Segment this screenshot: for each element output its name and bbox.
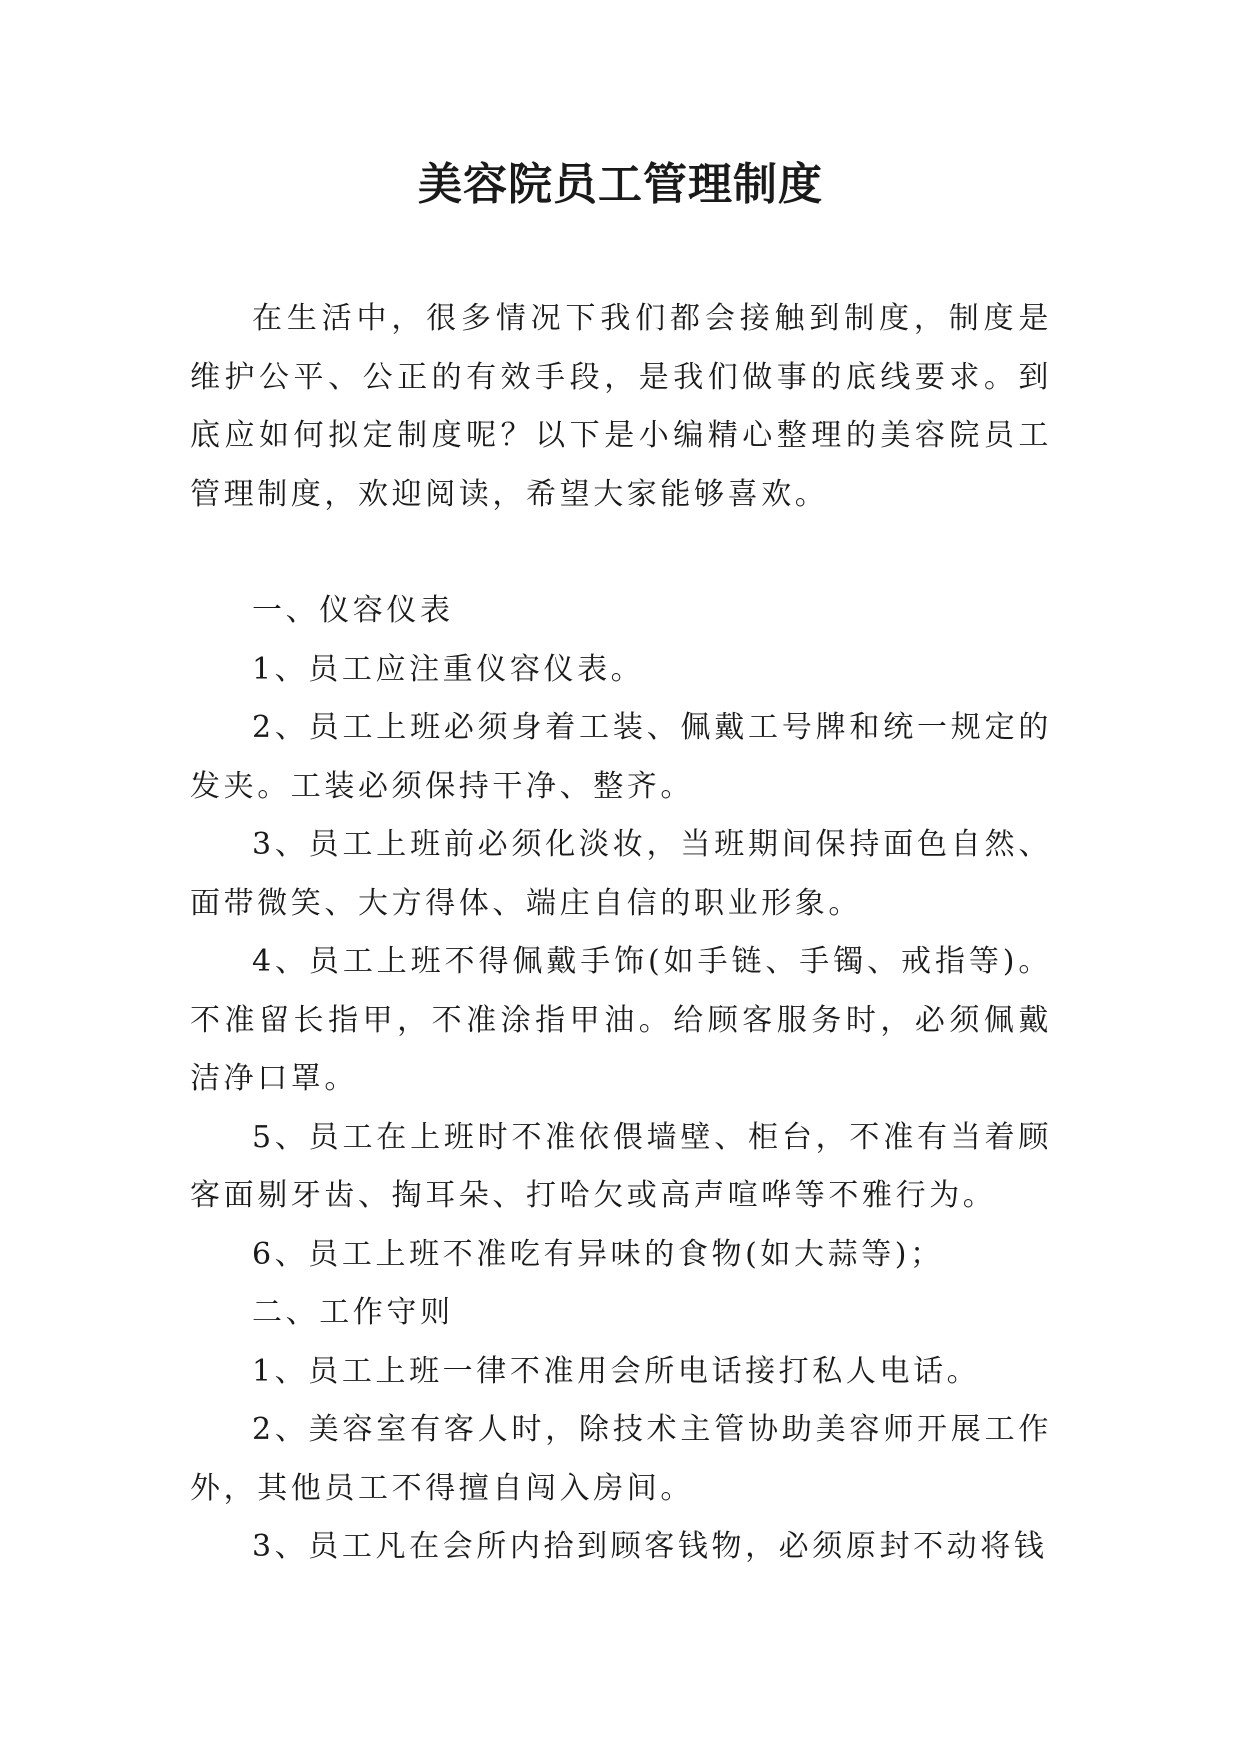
rule-paragraph: 1、员工上班一律不准用会所电话接打私人电话。: [252, 1353, 981, 1389]
rule-paragraph: 5、员工在上班时不准依偎墙壁、柜台，不准有当着顾客面剔牙齿、掏耳朵、打哈欠或高声喧哗等不雅行为。: [190, 1119, 1052, 1213]
rule-paragraph: 1、员工应注重仪容仪表。: [252, 651, 645, 687]
rule-paragraph: 6、员工上班不准吃有异味的食物(如大蒜等)；: [252, 1236, 944, 1272]
document-title: 美容院员工管理制度: [418, 159, 823, 210]
rule-paragraph: 3、员工上班前必须化淡妆，当班期间保持面色自然、面带微笑、大方得体、端庄自信的职业形象。: [190, 827, 1052, 921]
section-heading-work-rules: 二、工作守则: [252, 1295, 454, 1330]
rule-paragraph: 2、员工上班必须身着工装、佩戴工号牌和统一规定的发夹。工装必须保持干净、整齐。: [190, 710, 1052, 804]
rule-paragraph: 4、员工上班不得佩戴手饰(如手链、手镯、戒指等)。不准留长指甲，不准涂指甲油。给顾客服务时，必须佩戴洁净口罩。: [190, 944, 1052, 1096]
document-body: [190, 290, 1052, 1577]
rule-paragraph: 2、美容室有客人时，除技术主管协助美容师开展工作外，其他员工不得擅自闯入房间。: [190, 1412, 1052, 1506]
intro-paragraph: 在生活中，很多情况下我们都会接触到制度，制度是维护公平、公正的有效手段，是我们做事的底线要求。到底应如何拟定制度呢？以下是小编精心整理的美容院员工管理制度，欢迎阅读，希望大家能够喜欢。: [190, 301, 1052, 512]
section-heading-appearance: 一、仪容仪表: [252, 593, 454, 628]
rule-paragraph: 3、员工凡在会所内拾到顾客钱物，必须原封不动将钱: [252, 1529, 1048, 1564]
